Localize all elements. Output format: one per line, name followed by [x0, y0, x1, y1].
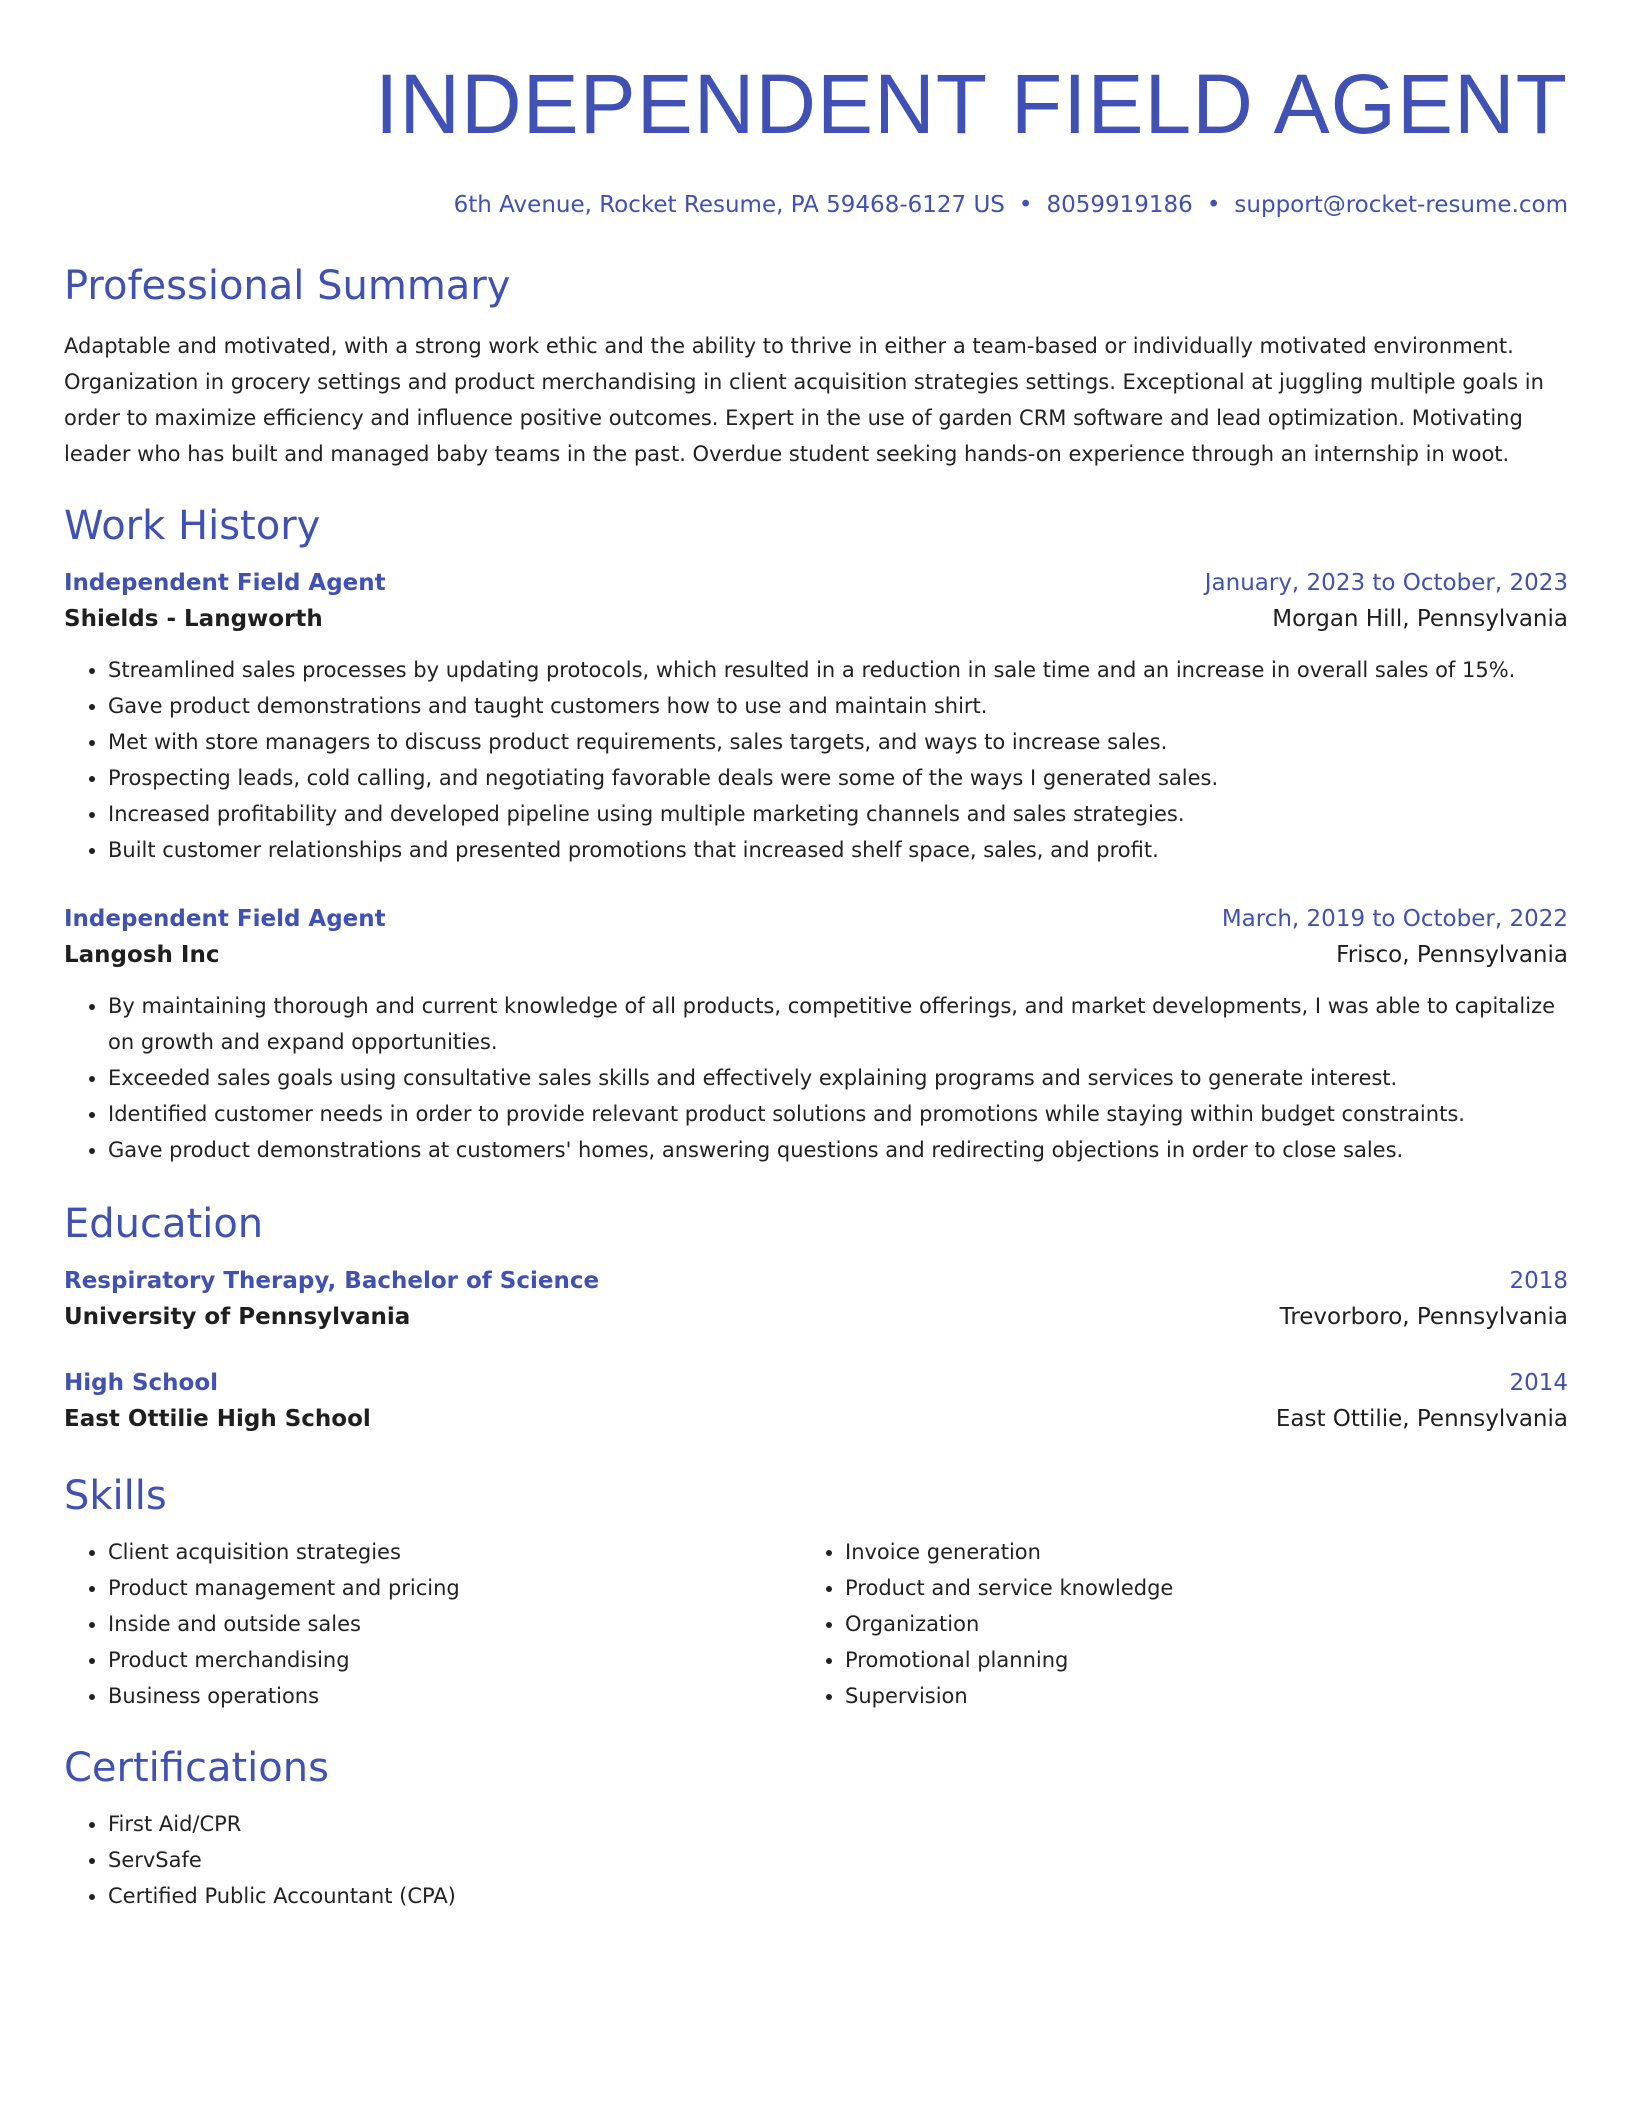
skills-section — [64, 1472, 1568, 1714]
job-bullets — [64, 652, 1568, 868]
skill-item: • Product management and pricing — [108, 1570, 801, 1606]
skill-item: • Product and service knowledge — [845, 1570, 1538, 1606]
skills-list — [801, 1534, 1538, 1714]
education-year: 2014 — [1509, 1370, 1568, 1396]
education-entry — [64, 1264, 1568, 1336]
certifications-list — [64, 1806, 1568, 1914]
education-header-row — [64, 1366, 1568, 1400]
job-title: Independent Field Agent — [64, 906, 386, 932]
contact-separator: • — [1206, 192, 1221, 218]
section-title-summary: Professional Summary — [64, 263, 511, 309]
certification-item: • Certified Public Accountant (CPA) — [108, 1878, 1568, 1914]
job-company-row — [64, 600, 1568, 638]
candidate-name: INDEPENDENT FIELD AGENT — [374, 57, 1568, 151]
contact-separator: • — [1018, 192, 1033, 218]
job-bullet: • Met with store managers to discuss product requirements, sales targets, and ways to increase sales. — [108, 724, 1568, 760]
job-company: Langosh Inc — [64, 942, 220, 968]
job-bullet: • Streamlined sales processes by updating protocols, which resulted in a reduction in sale time and an increase in overall sales of 15%. — [108, 652, 1568, 688]
section-title-skills: Skills — [64, 1473, 167, 1519]
education-school: University of Pennsylvania — [64, 1304, 411, 1330]
skills-grid — [64, 1534, 1568, 1714]
skills-list — [64, 1534, 801, 1714]
education-entry — [64, 1366, 1568, 1438]
certification-item: • First Aid/CPR — [108, 1806, 1568, 1842]
skills-column-right — [801, 1534, 1538, 1714]
job-location: Frisco, Pennsylvania — [1336, 942, 1568, 968]
education-location: Trevorboro, Pennsylvania — [1279, 1304, 1568, 1330]
job-company-row — [64, 936, 1568, 974]
job-entry — [64, 902, 1568, 1168]
summary-section — [64, 262, 1568, 472]
section-title-certifications: Certifications — [64, 1745, 329, 1791]
skill-item: • Inside and outside sales — [108, 1606, 801, 1642]
job-dates: March, 2019 to October, 2022 — [1221, 906, 1568, 932]
work-history-section — [64, 502, 1568, 1168]
skill-item: • Invoice generation — [845, 1534, 1538, 1570]
skill-item: • Organization — [845, 1606, 1538, 1642]
job-bullet: • Gave product demonstrations and taught customers how to use and maintain shirt. — [108, 688, 1568, 724]
section-title-education: Education — [64, 1201, 264, 1247]
education-degree: Respiratory Therapy, Bachelor of Science — [64, 1268, 600, 1294]
contact-email[interactable]: support@rocket-resume.com — [1234, 192, 1568, 218]
education-section — [64, 1200, 1568, 1438]
job-dates: January, 2023 to October, 2023 — [1204, 570, 1568, 596]
education-header-row — [64, 1264, 1568, 1298]
education-location: East Ottilie, Pennsylvania — [1275, 1406, 1568, 1432]
contact-address: 6th Avenue, Rocket Resume, PA 59468-6127 US — [453, 192, 1005, 218]
education-school-row — [64, 1298, 1568, 1336]
job-company: Shields - Langworth — [64, 606, 323, 632]
job-location: Morgan Hill, Pennsylvania — [1272, 606, 1568, 632]
education-year: 2018 — [1509, 1268, 1568, 1294]
job-header-row — [64, 566, 1568, 600]
job-title: Independent Field Agent — [64, 570, 386, 596]
job-bullet: • Built customer relationships and presented promotions that increased shelf space, sales, and profit. — [108, 832, 1568, 868]
job-bullets — [64, 988, 1568, 1168]
section-title-work-history: Work History — [64, 503, 321, 549]
skill-item: • Promotional planning — [845, 1642, 1538, 1678]
education-school-row — [64, 1400, 1568, 1438]
contact-line — [64, 190, 1568, 220]
certification-item: • ServSafe — [108, 1842, 1568, 1878]
resume-header — [64, 0, 1568, 220]
skill-item: • Client acquisition strategies — [108, 1534, 801, 1570]
skill-item: • Business operations — [108, 1678, 801, 1714]
job-bullet: • Increased profitability and developed pipeline using multiple marketing channels and sales strategies. — [108, 796, 1568, 832]
job-bullet: • Identified customer needs in order to provide relevant product solutions and promotions while staying within budget constraints. — [108, 1096, 1568, 1132]
skill-item: • Supervision — [845, 1678, 1538, 1714]
certifications-section — [64, 1744, 1568, 1914]
job-bullet: • By maintaining thorough and current knowledge of all products, competitive offerings, and market developments, I was able to capitalize on growth and expand opportunities. — [108, 988, 1568, 1060]
education-school: East Ottilie High School — [64, 1406, 371, 1432]
skill-item: • Product merchandising — [108, 1642, 801, 1678]
skills-column-left — [64, 1534, 801, 1714]
education-degree: High School — [64, 1370, 219, 1396]
job-bullet: • Exceeded sales goals using consultative sales skills and effectively explaining programs and services to generate interest. — [108, 1060, 1568, 1096]
job-entry — [64, 566, 1568, 868]
contact-phone[interactable]: 8059919186 — [1046, 192, 1193, 218]
summary-text: Adaptable and motivated, with a strong work ethic and the ability to thrive in either a team-based or individually motivated environment. Organization in grocery settings and product merchandising in client acquisition strategies settings. Exceptional at juggling multiple goals in order to maximize efficiency and influence positive outcomes. Expert in the use of garden CRM software and lead optimization. Motivating leader who has built and managed baby teams in the past. Overdue student seeking hands-on experience through an internship in woot. — [64, 334, 1544, 466]
job-bullet: • Prospecting leads, cold calling, and negotiating favorable deals were some of the ways I generated sales. — [108, 760, 1568, 796]
job-header-row — [64, 902, 1568, 936]
job-bullet: • Gave product demonstrations at customers' homes, answering questions and redirecting objections in order to close sales. — [108, 1132, 1568, 1168]
